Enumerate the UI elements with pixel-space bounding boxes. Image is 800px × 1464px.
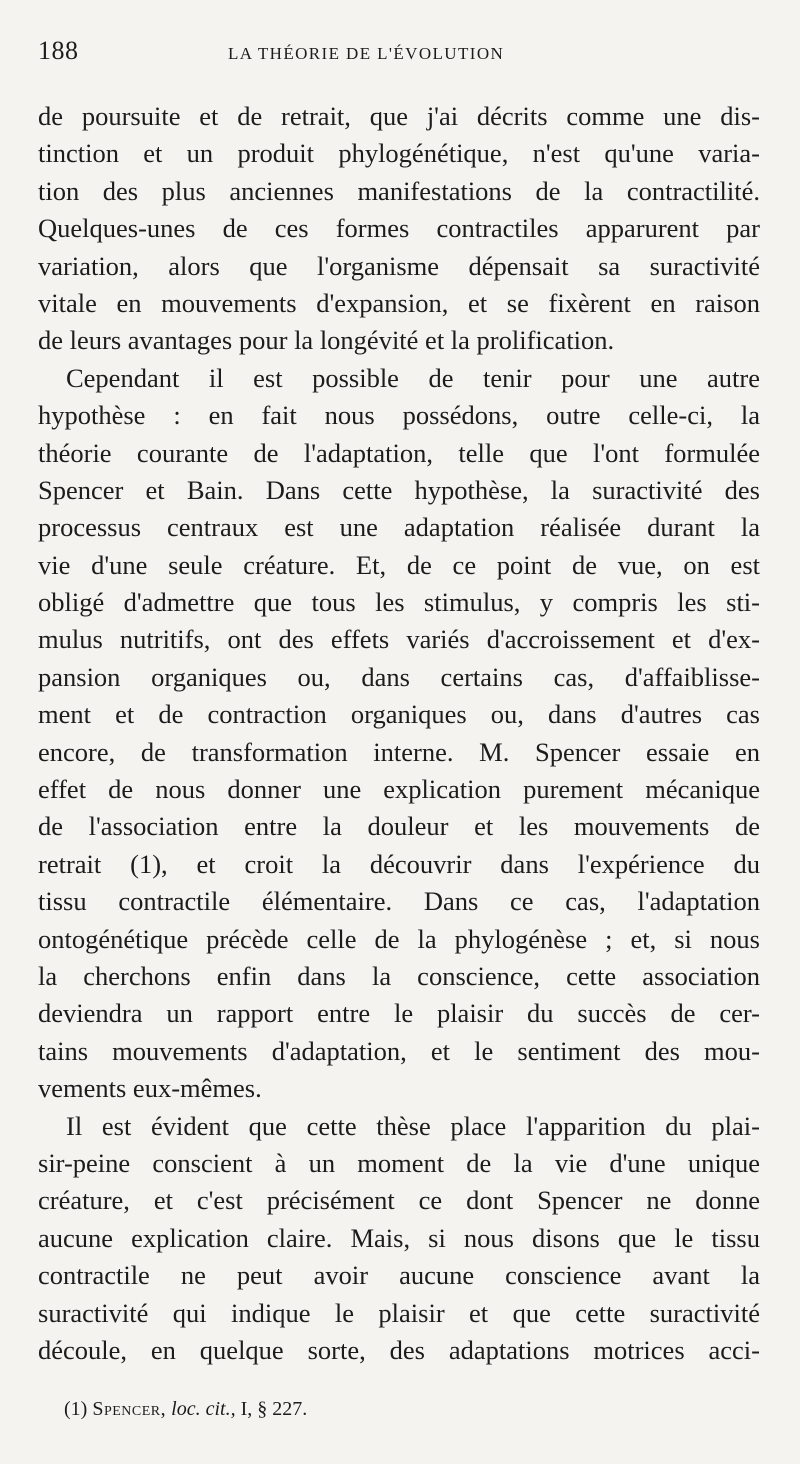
text-line: ontogénétique précède celle de la phylogénèse ; et, si nous (38, 923, 760, 954)
text-line: effet de nous donner une explication purement mécanique (38, 774, 760, 805)
text-line: ment et de contraction organiques ou, dans d'autres cas (38, 699, 760, 730)
text-line: de l'association entre la douleur et les mouvements de (38, 811, 760, 842)
text-line: deviendra un rapport entre le plaisir du succès de cer- (38, 998, 760, 1029)
text-line: aucune explication claire. Mais, si nous disons que le tissu (38, 1222, 760, 1253)
text-line: suractivité qui indique le plaisir et que cette suractivité (38, 1297, 760, 1328)
text-line: de leurs avantages pour la longévité et la prolification. (38, 325, 615, 356)
text-line: tains mouvements d'adaptation, et le sentiment des mou- (38, 1035, 760, 1066)
text-line: Cependant il est possible de tenir pour une autre (66, 362, 760, 393)
text-line: théorie courante de l'adaptation, telle que l'ont formulée (38, 437, 760, 468)
text-line: Quelques-unes de ces formes contractiles apparurent par (38, 213, 760, 244)
text-line: découle, en quelque sorte, des adaptations motrices acci- (38, 1334, 760, 1365)
text-line: sir-peine conscient à un moment de la vie d'une unique (38, 1147, 760, 1178)
text-line: hypothèse : en fait nous possédons, outre celle-ci, la (38, 400, 760, 431)
page-number: 188 (38, 36, 79, 65)
page-header (38, 36, 762, 72)
text-line: tion des plus anciennes manifestations de la contractilité. (38, 175, 760, 206)
footnote (64, 1398, 307, 1421)
text-line: la cherchons enfin dans la conscience, cette association (38, 960, 760, 991)
text-line: mulus nutritifs, ont des effets variés d'accroissement et d'ex- (38, 624, 760, 655)
footnote-location: I, § 227. (240, 1398, 308, 1420)
text-line: vitale en mouvements d'expansion, et se fixèrent en raison (38, 287, 760, 318)
body-text (38, 98, 760, 1369)
text-line: créature, et c'est précisément ce dont Spencer ne donne (38, 1185, 760, 1216)
text-line: pansion organiques ou, dans certains cas, d'affaiblisse- (38, 661, 760, 692)
running-title: LA THÉORIE DE L'ÉVOLUTION (228, 44, 505, 63)
text-line: processus centraux est une adaptation réalisée durant la (38, 512, 760, 543)
text-line: Il est évident que cette thèse place l'apparition du plai- (66, 1110, 760, 1141)
footnote-marker: (1) (64, 1398, 88, 1420)
text-line: vements eux-mêmes. (38, 1073, 262, 1104)
text-line: obligé d'admettre que tous les stimulus, y compris les sti- (38, 587, 760, 618)
text-line: vie d'une seule créature. Et, de ce point de vue, on est (38, 549, 760, 580)
text-line: contractile ne peut avoir aucune conscience avant la (38, 1260, 760, 1291)
footnote-author: Spencer, (92, 1398, 167, 1420)
footnote-reference: loc. cit., (171, 1398, 236, 1420)
text-line: de poursuite et de retrait, que j'ai décrits comme une dis- (38, 101, 760, 131)
text-line: Spencer et Bain. Dans cette hypothèse, la suractivité des (38, 474, 760, 505)
text-line: encore, de transformation interne. M. Spencer essaie en (38, 736, 760, 767)
text-line: tinction et un produit phylogénétique, n'est qu'une varia- (38, 138, 760, 169)
text-line: variation, alors que l'organisme dépensait sa suractivité (38, 250, 760, 281)
text-line: tissu contractile élémentaire. Dans ce cas, l'adaptation (38, 886, 760, 917)
text-line: retrait (1), et croit la découvrir dans l'expérience du (38, 848, 760, 879)
